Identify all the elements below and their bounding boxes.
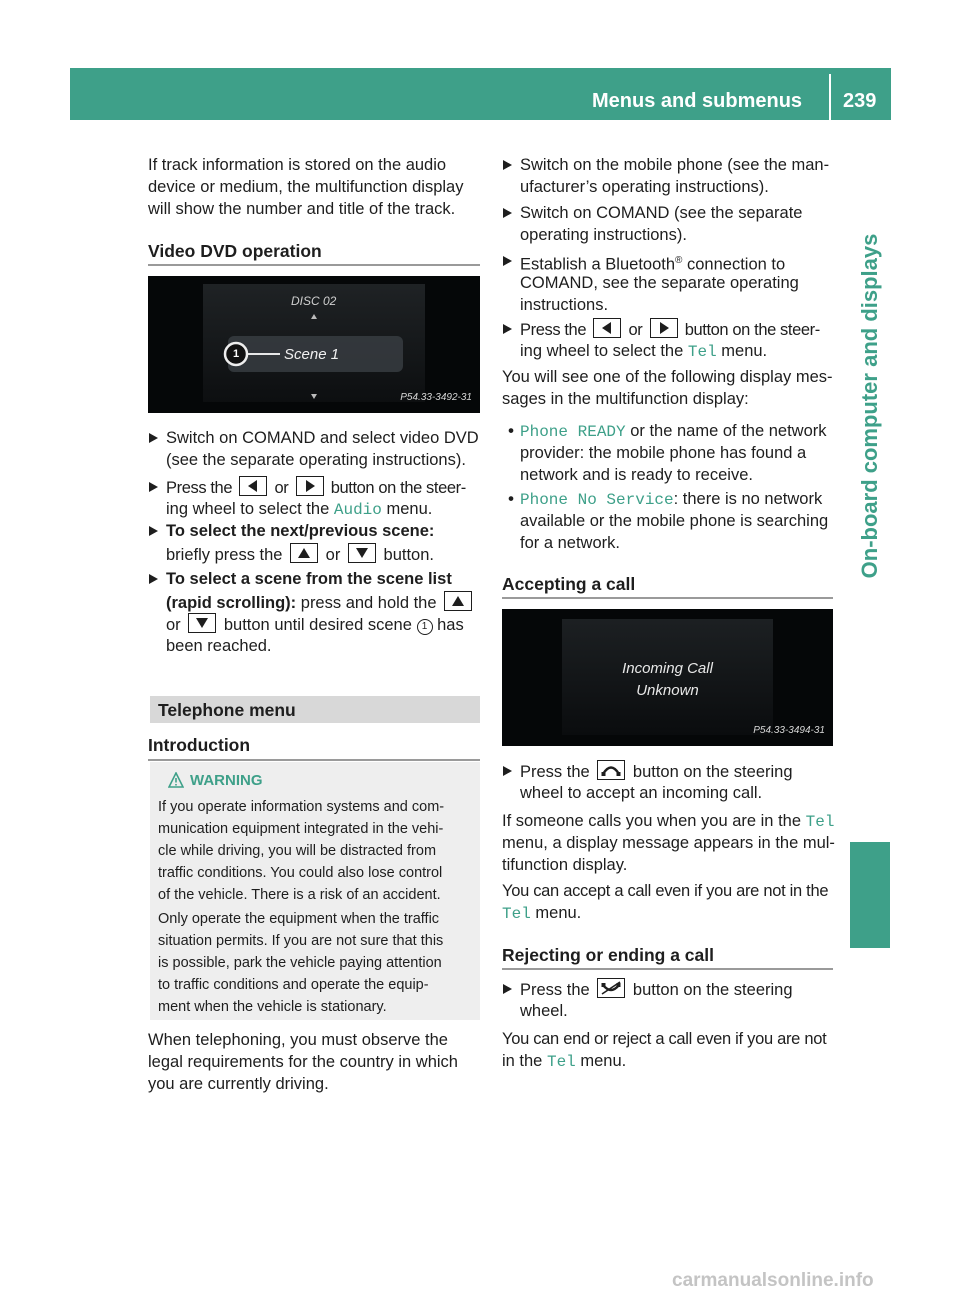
warning-p1-line-5: of the vehicle. There is a risk of an accident. (158, 887, 441, 903)
reject-step-line-2: wheel. (520, 1002, 568, 1020)
step1-line-2: (see the separate operating instructions). (166, 451, 466, 469)
side-tab-marker (850, 842, 890, 948)
accepting-heading-rule (502, 597, 833, 599)
accept-para2-line-1: You can accept a call even if you are not in the (502, 882, 829, 900)
warning-p2-line-5: ment when the vehicle is stationary. (158, 999, 387, 1015)
warning-p1-line-4: traffic conditions. You could also lose control (158, 865, 443, 881)
accept-para1-line-2: menu, a display message appears in the mul- (502, 834, 835, 852)
phone-ready-message: Phone READY (520, 423, 626, 441)
accept-text-b: button on the steering (632, 763, 793, 781)
page-number: 239 (843, 90, 877, 112)
r-step2-line-1: Switch on COMAND (see the separate (520, 204, 803, 222)
warning-icon (168, 772, 184, 788)
messages-intro-line-2: sages in the multifunction display: (502, 390, 749, 408)
r-step4-text-c: button on the steer- (684, 321, 820, 339)
step-arrow-icon (149, 526, 158, 536)
tel-menu-name: Tel (805, 813, 835, 831)
up-button-icon (444, 591, 472, 611)
incoming-call-screen-figure (502, 609, 833, 746)
header-title: Menus and submenus (592, 90, 803, 112)
phone-accept-button-icon (597, 760, 625, 780)
step4-line-3: been reached. (166, 637, 272, 655)
tel-menu-name: Tel (502, 905, 531, 923)
step2-text-e: menu. (386, 500, 433, 518)
r-step4-text-a: Press the (520, 321, 587, 339)
step-arrow-icon (149, 482, 158, 492)
video-dvd-heading: Video DVD operation (148, 241, 322, 261)
up-button-icon (290, 543, 318, 563)
step3-text-b: or (325, 546, 341, 564)
callout-1-icon: 1 (417, 619, 433, 635)
step2-text-a: Press the (166, 479, 233, 497)
r-step1-line-2: ufacturer’s operating instructions). (520, 178, 769, 196)
phone-hangup-button-icon (597, 978, 625, 998)
accept-step-line-2: wheel to accept an incoming call. (520, 784, 763, 802)
step2-text-c: button on the steer- (330, 479, 466, 497)
step4-text-d: has (437, 616, 464, 634)
caller-unknown-label: Unknown (636, 682, 699, 699)
step2-text-b: or (274, 479, 289, 497)
step3-title: To select the next/previous scene: (166, 522, 435, 540)
accept-para2-line-2 (502, 902, 581, 925)
step4-text-b: or (166, 616, 181, 634)
step-arrow-icon (503, 324, 512, 334)
step2-line-1 (166, 476, 466, 499)
audio-menu-name: Audio (333, 501, 382, 519)
accepting-call-heading: Accepting a call (502, 574, 636, 594)
step-arrow-icon (503, 766, 512, 776)
accept-text-a: Press the (520, 763, 590, 781)
step4-line-2 (166, 613, 464, 636)
tel-menu-name: Tel (687, 343, 717, 361)
warning-p2-line-4: to traffic conditions and operate the equip- (158, 977, 429, 993)
down-button-icon (348, 543, 376, 563)
bullet-icon: • (508, 490, 514, 508)
reject-text-b: button on the steering (632, 981, 793, 999)
reject-step-line-1 (520, 978, 793, 1001)
warning-p1-line-3: cle while driving, you will be distracted from (158, 843, 437, 859)
side-tab-label: On-board computer and displays (857, 233, 882, 579)
bullet-icon: • (508, 422, 514, 440)
step3-line (166, 543, 434, 566)
left-button-icon (593, 318, 621, 338)
tel-menu-name: Tel (546, 1053, 576, 1071)
step4-text-a: press and hold the (300, 594, 437, 612)
left-button-icon (239, 476, 267, 496)
bullet2-line-2: available or the mobile phone is searching (520, 512, 829, 530)
video-heading-rule (148, 264, 480, 266)
rejecting-heading-rule (502, 968, 833, 970)
step4-text-c: button until desired scene (223, 616, 412, 634)
r-step4-text-e: menu. (721, 342, 768, 360)
bullet2-line-3: for a network. (520, 534, 620, 552)
r-step4-text-b: or (628, 321, 643, 339)
reject-para-text-a: in the (502, 1052, 543, 1070)
step1-line-1: Switch on COMAND and select video DVD (166, 429, 479, 447)
outro-line-1: When telephoning, you must observe the (148, 1031, 448, 1049)
figure-reference: P54.33-3494-31 (753, 725, 825, 736)
reject-para-line-1: You can end or reject a call even if you are not (502, 1030, 827, 1048)
accept-para2-text: menu. (535, 904, 582, 922)
step-arrow-icon (503, 984, 512, 994)
warning-p2-line-1: Only operate the equipment when the traffic (158, 911, 440, 927)
warning-p1-line-1: If you operate information systems and com- (158, 799, 445, 815)
intro-line-2: device or medium, the multifunction display (148, 178, 464, 196)
disc-label: DISC 02 (291, 294, 337, 308)
outro-line-2: legal requirements for the country in which (148, 1053, 458, 1071)
step2-text-d: ing wheel to select the (166, 500, 330, 518)
video-dvd-screen-figure (148, 276, 480, 413)
r-step3-line-3: instructions. (520, 296, 609, 314)
step4-line-1 (166, 591, 475, 614)
warning-p1-line-2: munication equipment integrated in the vehi- (158, 821, 444, 837)
rejecting-call-heading: Rejecting or ending a call (502, 945, 714, 965)
telephone-menu-heading: Telephone menu (158, 700, 296, 720)
r-step2-line-2: operating instructions). (520, 226, 687, 244)
introduction-heading: Introduction (148, 735, 251, 755)
step-arrow-icon (503, 208, 512, 218)
step4-bold: (rapid scrolling): (166, 594, 297, 612)
bullet1-line-1 (520, 420, 827, 443)
bullet2-line-1 (520, 488, 822, 511)
accept-para1-line-3: tifunction display. (502, 856, 628, 874)
introduction-rule (148, 759, 480, 761)
figure-reference: P54.33-3492-31 (400, 392, 472, 403)
r-step1-line-1: Switch on the mobile phone (see the man- (520, 156, 830, 174)
down-button-icon (188, 613, 216, 633)
step3-text-a: briefly press the (166, 546, 283, 564)
figure-callout-1: 1 (232, 348, 240, 360)
bullet1-line-2: provider: the mobile phone has found a (520, 444, 807, 462)
reject-para-text-b: menu. (580, 1052, 627, 1070)
r-step3-text-b: connection to (687, 255, 786, 274)
r-step4-text-d: ing wheel to select the (520, 342, 684, 360)
step-arrow-icon (503, 256, 512, 266)
step-arrow-icon (149, 433, 158, 443)
reject-para-line-2 (502, 1050, 626, 1073)
warning-title: WARNING (190, 772, 263, 789)
step3-text-c: button. (383, 546, 434, 564)
step-arrow-icon (149, 574, 158, 584)
header-separator (829, 74, 831, 120)
warning-box (150, 762, 480, 1020)
r-step4-line-2 (520, 340, 767, 363)
phone-no-service-message: Phone No Service (520, 491, 674, 509)
right-button-icon (650, 318, 678, 338)
scene-label: Scene 1 (284, 346, 340, 363)
bullet1-line-3: network and is ready to receive. (520, 466, 753, 484)
intro-line-3: will show the number and title of the track. (148, 200, 456, 218)
warning-p2-line-3: is possible, park the vehicle paying attention (158, 955, 442, 971)
warning-p2-line-2: situation permits. If you are not sure that this (158, 933, 444, 949)
step-arrow-icon (503, 160, 512, 170)
r-step4-line-1 (520, 318, 820, 341)
watermark: carmanualsonline.info (672, 1270, 874, 1291)
bullet1-text-a: or the name of the network (630, 422, 827, 440)
step2-line-2 (166, 498, 432, 521)
accept-para1-line-1 (502, 810, 834, 833)
outro-line-3: you are currently driving. (148, 1075, 329, 1093)
r-step3-text-a: Establish a Bluetooth (520, 255, 676, 274)
bullet2-text-a: : there is no network (673, 490, 823, 508)
incoming-call-label: Incoming Call (622, 660, 713, 677)
accept-para1-text: If someone calls you when you are in the (502, 812, 802, 830)
section-bar (150, 696, 480, 723)
right-button-icon (296, 476, 324, 496)
step4-title: To select a scene from the scene list (166, 570, 452, 588)
accept-step-line-1 (520, 760, 793, 783)
messages-intro-line-1: You will see one of the following display mes- (502, 368, 833, 386)
reject-text-a: Press the (520, 981, 590, 999)
registered-mark: ® (675, 255, 683, 266)
intro-line-1: If track information is stored on the audio (148, 156, 447, 174)
r-step3-line-2: COMAND, see the separate operating (520, 274, 799, 292)
